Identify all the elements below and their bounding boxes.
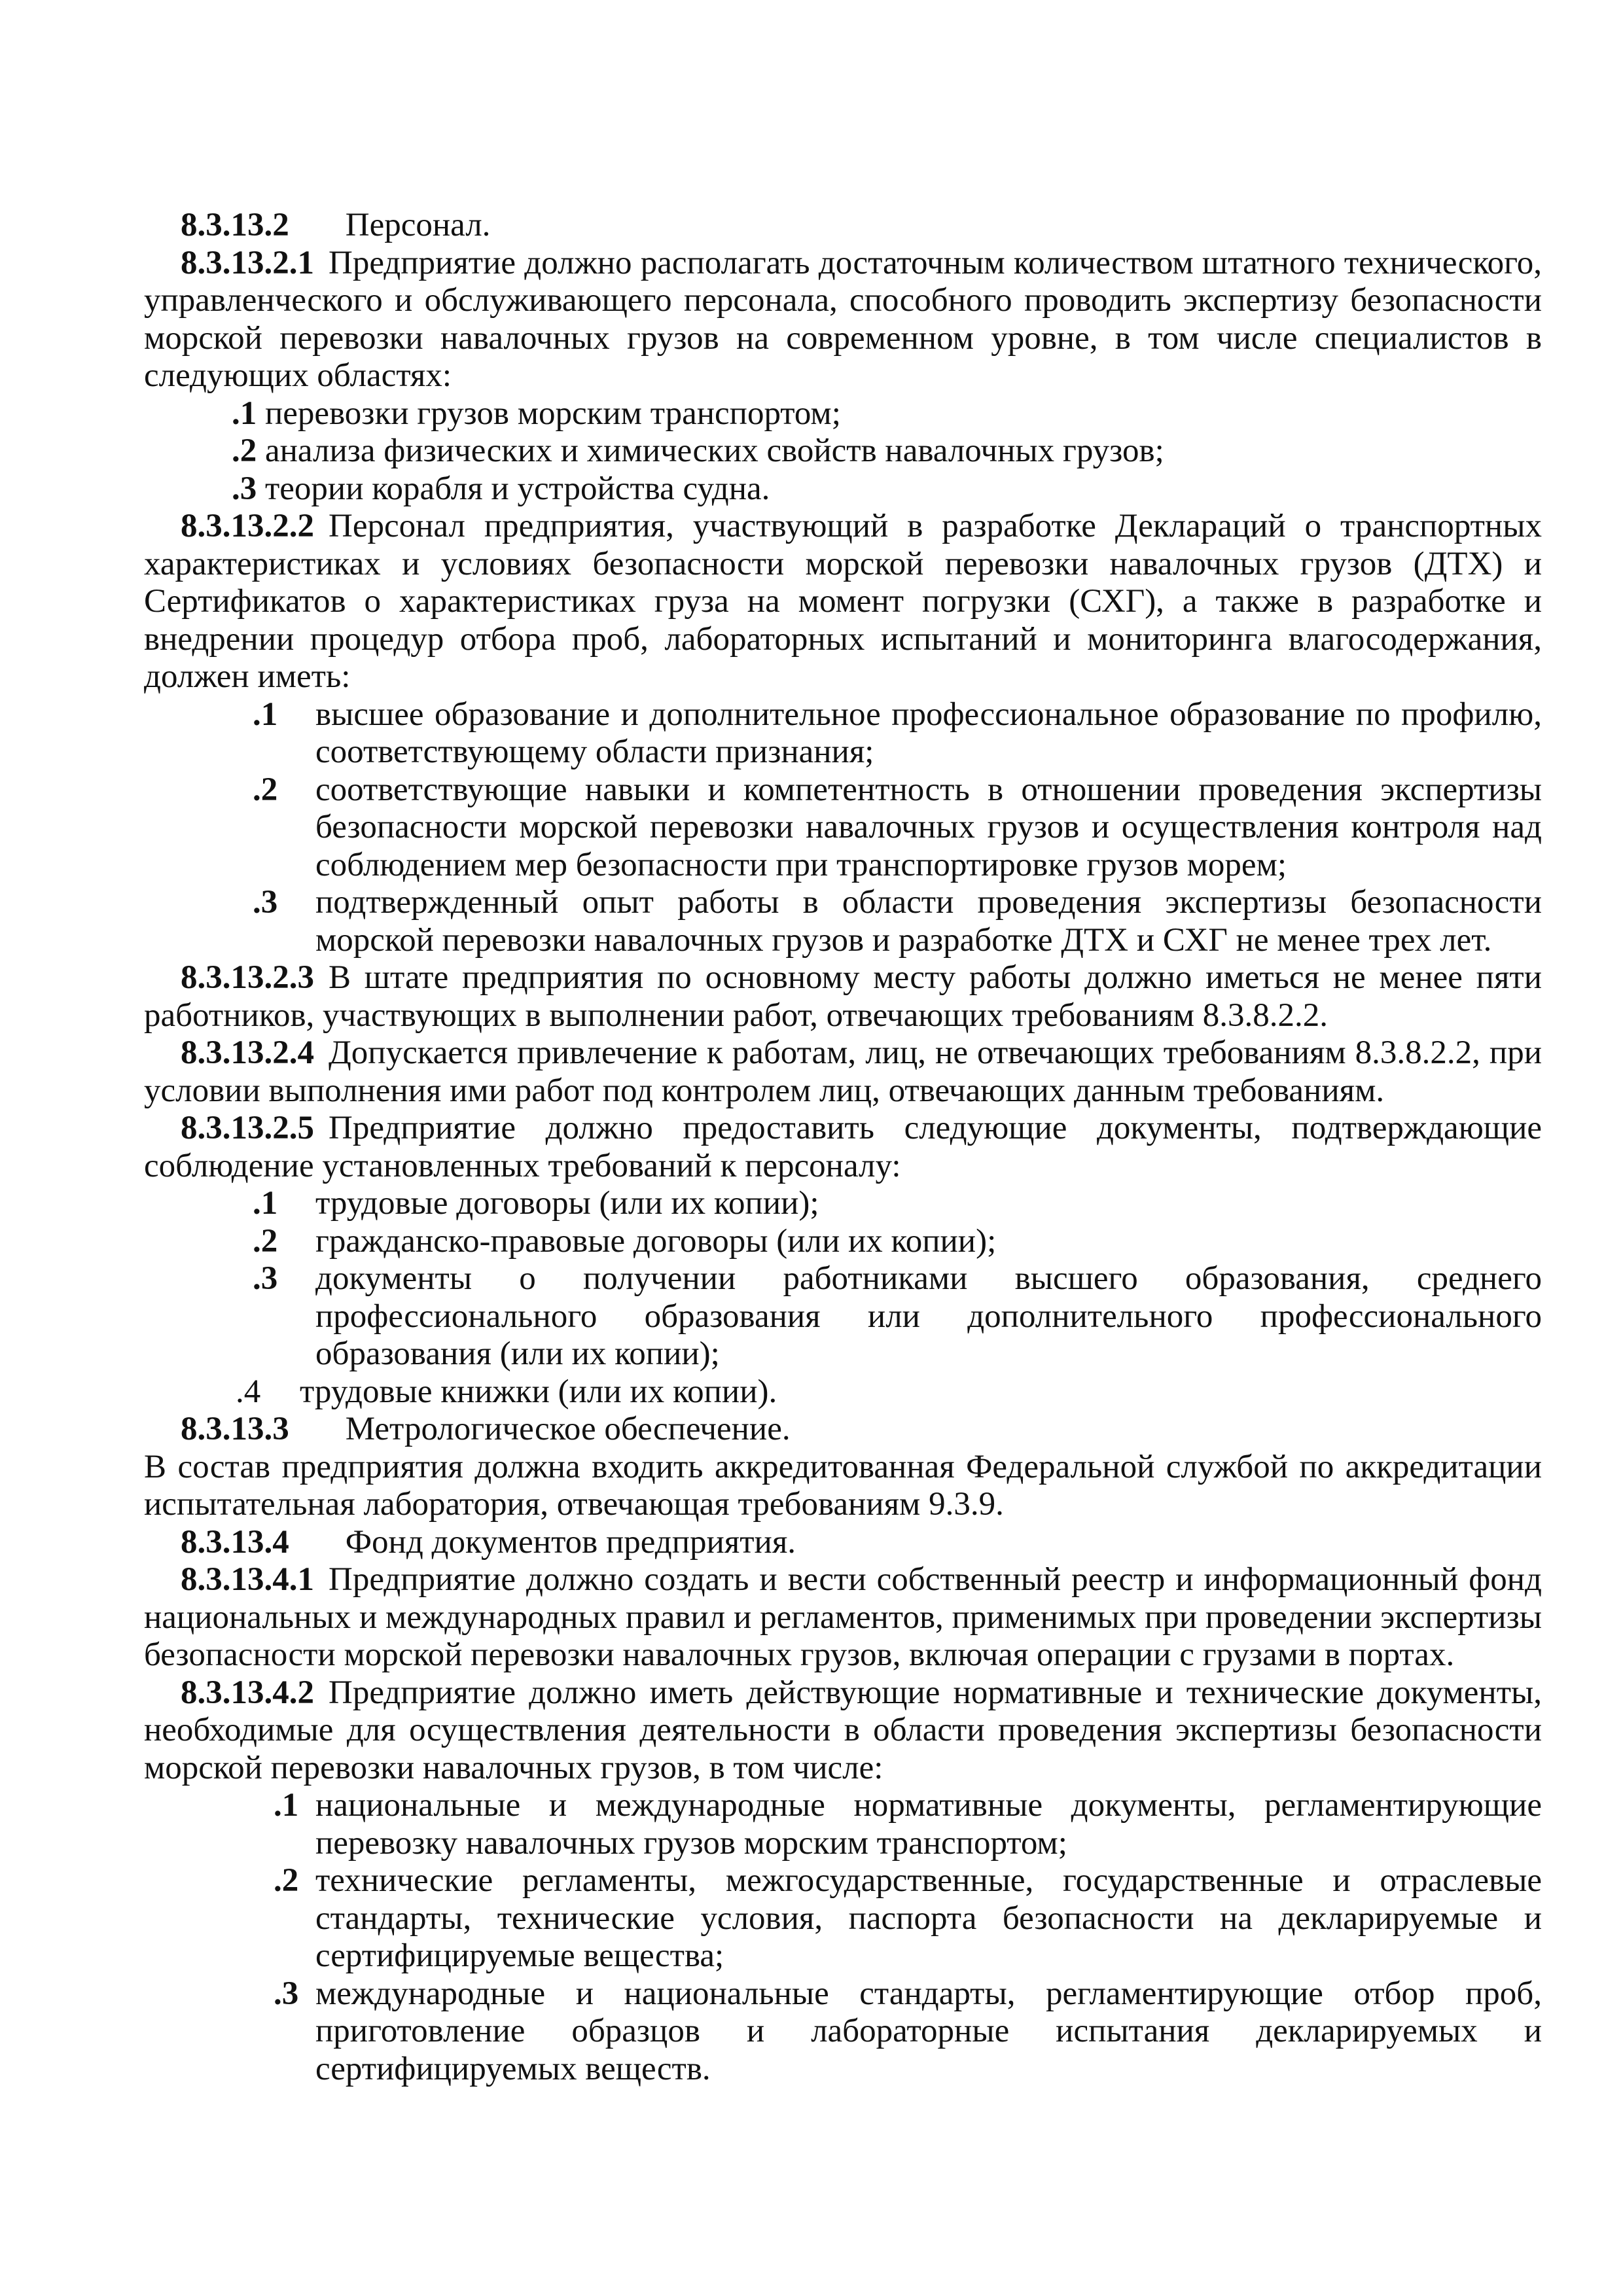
list-item: .4 трудовые книжки (или их копии). xyxy=(236,1373,777,1410)
clause-text: Предприятие должно создать и вести собственный реестр и информационный фонд национальных и международных правил и регламентов, применимых при проведении экспертизы безопасности морской перевозки навалочных грузов, включая операции с грузами в портах. xyxy=(144,1561,1542,1673)
section-heading xyxy=(144,1411,1542,1449)
section-number: 8.3.13.3 xyxy=(181,1411,289,1447)
section-heading xyxy=(144,1524,1542,1562)
clause xyxy=(144,1034,1542,1110)
list-item: .2 соответствующие навыки и компетентность в отношении проведения экспертизы безопасности морской перевозки навалочных грузов и осуществления контроля над соблюдением мер безопасности при транспортировке грузов морем; xyxy=(253,771,1542,883)
list-item: .2 гражданско-правовые договоры (или их копии); xyxy=(253,1222,997,1260)
list-item: .3 теории корабля и устройства судна. xyxy=(232,470,770,507)
list-item: .1 высшее образование и дополнительное профессиональное образование по профилю, соответствующему области признания; xyxy=(253,696,1542,770)
clause-text: Предприятие должно иметь действующие нормативные и технические документы, необходимые для осуществления деятельности в области проведения экспертизы безопасности морской перевозки навалочных грузов, в том числе: xyxy=(144,1674,1542,1786)
list-item: .2 технические регламенты, межгосударственные, государственные и отраслевые стандарты, технические условия, паспорта безопасности на декларируемые и сертифицируемые вещества; xyxy=(274,1862,1542,1974)
clause xyxy=(144,245,1542,395)
clause-number: 8.3.13.2.4 xyxy=(181,1034,314,1071)
clause xyxy=(144,1674,1542,1788)
clause-number: 8.3.13.2.5 xyxy=(181,1110,314,1146)
list-item: .1 перевозки грузов морским транспортом; xyxy=(232,395,841,432)
clause-number: 8.3.13.4.2 xyxy=(181,1674,314,1711)
section-title: Персонал. xyxy=(345,207,491,243)
clause xyxy=(144,508,1542,696)
list-item: .3 подтвержденный опыт работы в области проведения экспертизы безопасности морской перевозки навалочных грузов и разработке ДТХ и СХГ не менее трех лет. xyxy=(253,884,1542,959)
paragraph: В состав предприятия должна входить аккредитованная Федеральной службой по аккредитации испытательная лаборатория, отвечающая требованиям 9.3.9. xyxy=(144,1448,1542,1523)
clause-text: В штате предприятия по основному месту работы должно иметься не менее пяти работников, участвующих в выполнении работ, отвечающих требованиям 8.3.8.2.2. xyxy=(144,959,1542,1034)
section-number: 8.3.13.4 xyxy=(181,1523,289,1561)
list-item: .2 анализа физических и химических свойств навалочных грузов; xyxy=(232,433,1164,469)
section-title: Метрологическое обеспечение. xyxy=(345,1411,791,1447)
clause-text: Предприятие должно предоставить следующие документы, подтверждающие соблюдение установленных требований к персоналу: xyxy=(144,1110,1542,1184)
list-item: .3 документы о получении работниками высшего образования, среднего профессионального образования или дополнительного профессионального образования (или их копии); xyxy=(253,1260,1542,1372)
clause xyxy=(144,959,1542,1034)
clause-number: 8.3.13.2.1 xyxy=(181,244,314,281)
section-number: 8.3.13.2 xyxy=(181,207,289,243)
clause-text: Предприятие должно располагать достаточным количеством штатного технического, управленческого и обслуживающего персонала, способного проводить экспертизу безопасности морской перевозки навалочных грузов на современном уровне, в том числе специалистов в следующих областях: xyxy=(144,244,1542,394)
clause-number: 8.3.13.2.3 xyxy=(181,959,314,996)
clause-number: 8.3.13.4.1 xyxy=(181,1561,314,1598)
clause xyxy=(144,1110,1542,1185)
clause-text: Допускается привлечение к работам, лиц, не отвечающих требованиям 8.3.8.2.2, при условии выполнения ими работ под контролем лиц, отвечающих данным требованиям. xyxy=(144,1034,1542,1109)
section-title: Фонд документов предприятия. xyxy=(345,1523,796,1561)
list-item: .1 трудовые договоры (или их копии); xyxy=(253,1185,819,1222)
clause xyxy=(144,1561,1542,1674)
section-heading xyxy=(144,207,1542,245)
clause-number: 8.3.13.2.2 xyxy=(181,508,314,544)
clause-text: Персонал предприятия, участвующий в разработке Деклараций о транспортных характеристиках и условиях безопасности морской перевозки навалочных грузов (ДТХ) и Сертификатов о характеристиках груза на момент погрузки (СХГ), а также в разработке и внедрении процедур отбора проб, лабораторных испытаний и мониторинга влагосодержания, должен иметь: xyxy=(144,508,1542,695)
list-item: .3 международные и национальные стандарты, регламентирующие отбор проб, приготовление образцов и лабораторные испытания декларируемых и сертифицируемых веществ. xyxy=(274,1975,1542,2087)
document-page xyxy=(144,207,1542,2088)
list-item: .1 национальные и международные нормативные документы, регламентирующие перевозку навалочных грузов морским транспортом; xyxy=(274,1787,1542,1862)
